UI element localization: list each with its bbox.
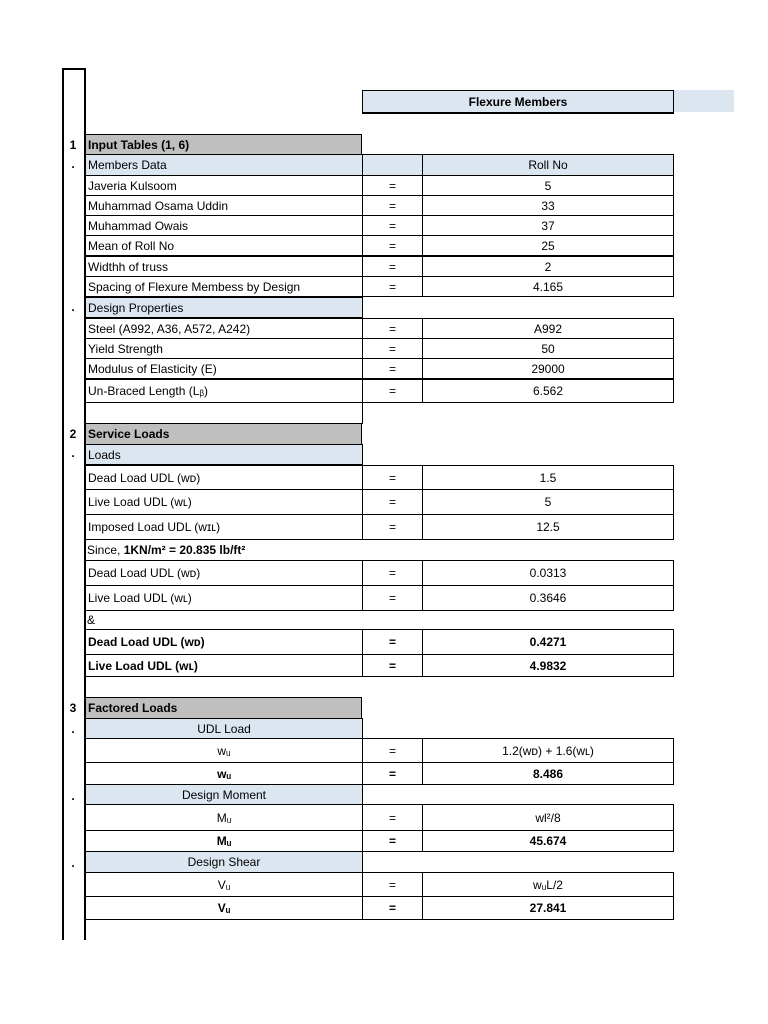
- table-row-value: 5: [422, 175, 674, 196]
- table-row-value: 4.9832: [422, 654, 674, 677]
- table-row-label: Imposed Load UDL (wɪʟ): [85, 514, 363, 540]
- udl-load-header: UDL Load: [85, 718, 363, 739]
- table-row-eq: =: [362, 276, 423, 297]
- table-row-value: 25: [422, 235, 674, 256]
- design-shear-header: Design Shear: [85, 851, 363, 873]
- margin-line-left: [62, 68, 64, 940]
- table-row-label: Live Load UDL (wʟ): [85, 585, 363, 611]
- section-number: 2: [69, 427, 77, 441]
- table-row-eq: =: [362, 896, 423, 920]
- table-row-eq: =: [362, 804, 423, 831]
- table-row-value: 4.165: [422, 276, 674, 297]
- section-bullet: .: [71, 789, 75, 803]
- table-row-eq: =: [362, 195, 423, 216]
- table-row-label: Vᵤ: [85, 872, 363, 897]
- design-properties-header: Design Properties: [85, 297, 363, 318]
- table-row-eq: =: [362, 560, 423, 586]
- unit-conversion-value: 1KN/m² = 20.835 lb/ft²: [123, 542, 246, 557]
- table-row-label: wᵤ: [85, 762, 363, 785]
- table-row-value: A992: [422, 318, 674, 339]
- table-row-value: 0.4271: [422, 629, 674, 655]
- ampersand-note: &: [87, 613, 96, 627]
- members-data-eq-header: [362, 154, 423, 176]
- section-bullet: .: [71, 856, 75, 870]
- table-row-eq: =: [362, 338, 423, 359]
- table-row-eq: =: [362, 585, 423, 611]
- table-row-value: wᵤL/2: [422, 872, 674, 897]
- table-row-value: 5: [422, 489, 674, 515]
- table-row-label: Mᵤ: [85, 804, 363, 831]
- table-row-label: Mᵤ: [85, 830, 363, 852]
- section-bullet: .: [71, 300, 75, 314]
- section-bullet: .: [71, 722, 75, 736]
- table-row-value: wl²/8: [422, 804, 674, 831]
- margin-line-top: [62, 68, 85, 70]
- section-title: Service Loads: [85, 423, 362, 445]
- table-row-eq: =: [362, 175, 423, 196]
- table-row-value: 29000: [422, 358, 674, 379]
- table-row-label: Modulus of Elasticity (E): [85, 358, 363, 379]
- table-row-label: Muhammad Osama Uddin: [85, 195, 363, 216]
- table-row-label: Steel (A992, A36, A572, A242): [85, 318, 363, 339]
- table-row-label: Live Load UDL (wʟ): [85, 654, 363, 677]
- header-accent: [674, 90, 734, 112]
- table-row-label: Widthh of truss: [85, 256, 363, 277]
- table-row-value: 33: [422, 195, 674, 216]
- table-row-value: 6.562: [422, 379, 674, 403]
- table-row-value: 1.2(wᴅ) + 1.6(wʟ): [422, 738, 674, 763]
- section-title: Input Tables (1, 6): [85, 134, 362, 156]
- table-row-eq: =: [362, 872, 423, 897]
- table-row-label: Dead Load UDL (wᴅ): [85, 560, 363, 586]
- table-row-value: 50: [422, 338, 674, 359]
- table-row-eq: =: [362, 358, 423, 379]
- table-row-label: Dead Load UDL (wᴅ): [85, 629, 363, 655]
- table-row-value: 12.5: [422, 514, 674, 540]
- section-title: Factored Loads: [85, 697, 362, 719]
- table-row-eq: =: [362, 379, 423, 403]
- section-number: 3: [69, 701, 77, 715]
- loads-header: Loads: [85, 444, 363, 465]
- table-row-value: 45.674: [422, 830, 674, 852]
- table-row-label: wᵤ: [85, 738, 363, 763]
- table-row-label: Dead Load UDL (wᴅ): [85, 465, 363, 490]
- table-row-label: Un-Braced Length (Lᵦ): [85, 379, 363, 403]
- table-row-value: 1.5: [422, 465, 674, 490]
- table-row-label: Yield Strength: [85, 338, 363, 359]
- members-data-header: Members Data: [85, 154, 363, 176]
- table-row-label: Spacing of Flexure Membess by Design: [85, 276, 363, 297]
- unit-conversion-prefix: Since,: [87, 542, 124, 557]
- spacer-cell: [85, 402, 363, 424]
- roll-no-header: Roll No: [422, 154, 674, 176]
- table-row-eq: =: [362, 215, 423, 236]
- table-row-eq: =: [362, 738, 423, 763]
- table-row-eq: =: [362, 256, 423, 277]
- table-row-eq: =: [362, 654, 423, 677]
- table-row-value: 2: [422, 256, 674, 277]
- table-row-eq: =: [362, 514, 423, 540]
- table-row-label: Live Load UDL (wʟ): [85, 489, 363, 515]
- table-row-eq: =: [362, 830, 423, 852]
- table-row-value: 0.3646: [422, 585, 674, 611]
- section-number: 1: [69, 138, 77, 152]
- table-row-eq: =: [362, 318, 423, 339]
- table-row-eq: =: [362, 762, 423, 785]
- section-bullet: .: [71, 446, 75, 460]
- table-row-value: 0.0313: [422, 560, 674, 586]
- table-row-eq: =: [362, 489, 423, 515]
- design-moment-header: Design Moment: [85, 784, 363, 805]
- table-row-value: 27.841: [422, 896, 674, 920]
- table-row-value: 8.486: [422, 762, 674, 785]
- table-row-eq: =: [362, 629, 423, 655]
- table-row-label: Muhammad Owais: [85, 215, 363, 236]
- unit-conversion-note: [85, 539, 385, 560]
- table-row-label: Mean of Roll No: [85, 235, 363, 256]
- page-title: Flexure Members: [362, 90, 674, 114]
- section-bullet: .: [71, 157, 75, 171]
- table-row-label: Vᵤ: [85, 896, 363, 920]
- table-row-label: Javeria Kulsoom: [85, 175, 363, 196]
- table-row-eq: =: [362, 465, 423, 490]
- table-row-value: 37: [422, 215, 674, 236]
- table-row-eq: =: [362, 235, 423, 256]
